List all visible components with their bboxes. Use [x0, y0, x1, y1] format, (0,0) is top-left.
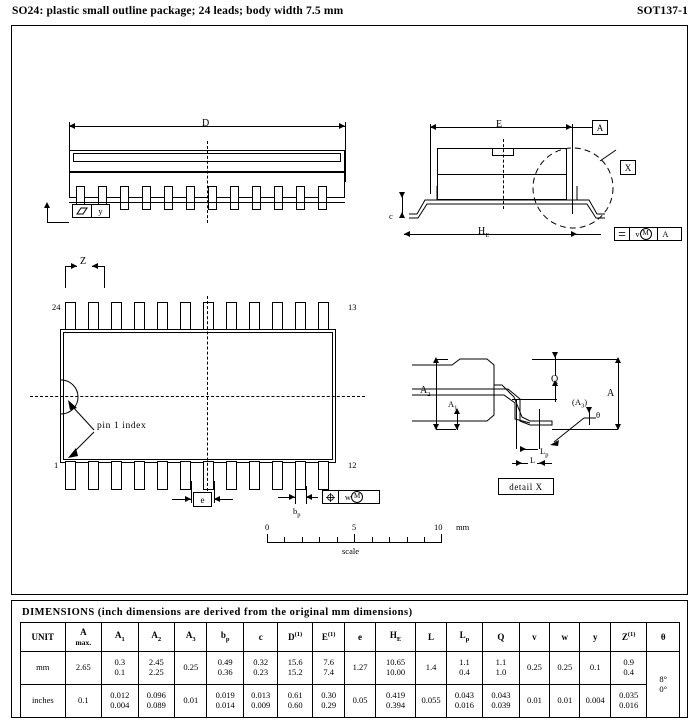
- side-view-he-label: $H_E$: [478, 226, 490, 239]
- cell-v: 0.25: [519, 652, 549, 685]
- th-q: Q: [483, 623, 519, 652]
- scale-caption: scale: [342, 546, 359, 556]
- th-theta: θ: [647, 623, 680, 652]
- cell-y: 0.004: [580, 685, 610, 718]
- th-z: $Z^{(1)}$: [610, 623, 646, 652]
- th-w: w: [550, 623, 580, 652]
- th-c: c: [243, 623, 277, 652]
- detail-x-caption: detail X: [509, 481, 543, 492]
- th-lp: $L_p$: [446, 623, 482, 652]
- position-symbol-icon: [323, 491, 339, 503]
- detail-x-callout: X: [624, 162, 632, 173]
- th-a1: $A_1$: [102, 623, 138, 652]
- detail-x-caption-box: [498, 478, 554, 495]
- cell-A2: 2.45 2.25: [138, 652, 174, 685]
- th-d: $D^{(1)}$: [278, 623, 312, 652]
- th-he: $H_E$: [375, 623, 416, 652]
- parallelism-symbol-icon: [615, 228, 630, 240]
- th-l: L: [416, 623, 446, 652]
- cell-c: 0.32 0.23: [243, 652, 277, 685]
- cell-Z: 0.035 0.016: [610, 685, 646, 718]
- detail-l-label: L: [530, 455, 536, 465]
- cell-theta: 8° 0°: [647, 652, 680, 718]
- cell-unit: inches: [21, 685, 66, 718]
- flatness-tolerance-frame: [72, 204, 110, 218]
- detail-lp-label: $L_p$: [540, 446, 549, 459]
- cell-E: 0.30 0.29: [312, 685, 344, 718]
- detail-theta-angle: [550, 414, 610, 448]
- cell-bp: 0.019 0.014: [207, 685, 243, 718]
- drawing-frame: [11, 25, 688, 595]
- table-row: [21, 652, 680, 685]
- detail-a2-label: $A_2$: [420, 385, 431, 398]
- detail-a-label: A: [607, 388, 615, 399]
- detail-theta-label: θ: [596, 410, 601, 420]
- cell-A2: 0.096 0.089: [138, 685, 174, 718]
- cell-Q: 1.1 1.0: [483, 652, 519, 685]
- th-a2: $A_2$: [138, 623, 174, 652]
- cell-A: 0.1: [65, 685, 101, 718]
- th-a: A max.: [65, 623, 101, 652]
- cell-L: 0.055: [416, 685, 446, 718]
- parallelism-value: v M: [630, 228, 658, 240]
- position-value: w M: [339, 491, 369, 503]
- plan-pin-24-label: 24: [52, 302, 61, 312]
- scale-tick-5: 5: [352, 522, 357, 532]
- pitch-e-box: [193, 492, 212, 507]
- cell-v: 0.01: [519, 685, 549, 718]
- cell-e: 1.27: [345, 652, 375, 685]
- cell-unit: mm: [21, 652, 66, 685]
- plan-centerline-horizontal: [30, 396, 365, 397]
- cell-HE: 10.65 10.00: [375, 652, 416, 685]
- centerline-vertical-top: [207, 141, 208, 223]
- th-v: v: [519, 623, 549, 652]
- cell-A3: 0.01: [175, 685, 207, 718]
- datum-a-label: A: [596, 122, 604, 133]
- cell-Lp: 1.1 0.4: [446, 652, 482, 685]
- cell-w: 0.25: [550, 652, 580, 685]
- cell-e: 0.05: [345, 685, 375, 718]
- pitch-e-label: e: [200, 494, 205, 505]
- parallelism-datum: A: [662, 229, 669, 239]
- detail-x-box: [620, 160, 636, 175]
- flatness-symbol-icon: [73, 205, 92, 217]
- cell-HE: 0.419 0.394: [375, 685, 416, 718]
- detail-x-circle: [530, 144, 620, 232]
- cell-A1: 0.012 0.004: [102, 685, 138, 718]
- cell-A: 2.65: [65, 652, 101, 685]
- detail-a1-label: $A_1$: [448, 399, 458, 412]
- flatness-value: y: [98, 206, 103, 216]
- cell-Lp: 0.043 0.016: [446, 685, 482, 718]
- cell-Q: 0.043 0.039: [483, 685, 519, 718]
- datum-a-box: [592, 120, 608, 135]
- cell-L: 1.4: [416, 652, 446, 685]
- mmc-modifier-icon-2: M: [351, 491, 363, 503]
- cell-D: 15.6 15.2: [278, 652, 312, 685]
- cell-y: 0.1: [580, 652, 610, 685]
- side-view-c-label: c: [389, 211, 393, 221]
- th-a3: $A_3$: [175, 623, 207, 652]
- th-y: y: [580, 623, 610, 652]
- dimensions-title: DIMENSIONS (inch dimensions are derived from the original mm dimensions): [22, 607, 413, 618]
- scale-tick-0: 0: [265, 522, 270, 532]
- package-code: SOT137-1: [636, 5, 688, 17]
- mmc-modifier-icon: M: [640, 228, 652, 240]
- table-row: [21, 685, 680, 718]
- top-view-d-label: D: [202, 118, 210, 129]
- scale-tick-10: 10: [434, 522, 443, 532]
- cell-Z: 0.9 0.4: [610, 652, 646, 685]
- cell-A3: 0.25: [175, 652, 207, 685]
- cell-c: 0.013 0.009: [243, 685, 277, 718]
- cell-w: 0.01: [550, 685, 580, 718]
- plan-pin-1-label: 1: [54, 460, 59, 470]
- th-e: e: [345, 623, 375, 652]
- cell-bp: 0.49 0.36: [207, 652, 243, 685]
- detail-q-label: Q: [551, 374, 559, 385]
- lead-width-bp-label: $b_p$: [293, 506, 301, 519]
- dimensions-table: [20, 622, 680, 718]
- page-title: SO24: plastic small outline package; 24 leads; body width 7.5 mm: [12, 5, 344, 17]
- plan-view-z-label: Z: [80, 256, 87, 267]
- plan-pin-13-label: 13: [348, 302, 357, 312]
- parallelism-tolerance-frame: [614, 227, 682, 241]
- th-unit: UNIT: [21, 623, 66, 652]
- pin1-index-note: pin 1 index: [97, 421, 147, 431]
- scale-unit-label: mm: [456, 522, 470, 532]
- th-bp: $b_p$: [207, 623, 243, 652]
- cell-D: 0.61 0.60: [278, 685, 312, 718]
- cell-A1: 0.3 0.1: [102, 652, 138, 685]
- th-e-big: $E^{(1)}$: [312, 623, 344, 652]
- cell-E: 7.6 7.4: [312, 652, 344, 685]
- side-view-e-label: E: [496, 119, 503, 130]
- table-header-row: [21, 623, 680, 652]
- plan-pin-12-label: 12: [348, 460, 357, 470]
- position-tolerance-frame: [322, 490, 380, 504]
- detail-a3-label: $(A_3)$: [572, 397, 588, 410]
